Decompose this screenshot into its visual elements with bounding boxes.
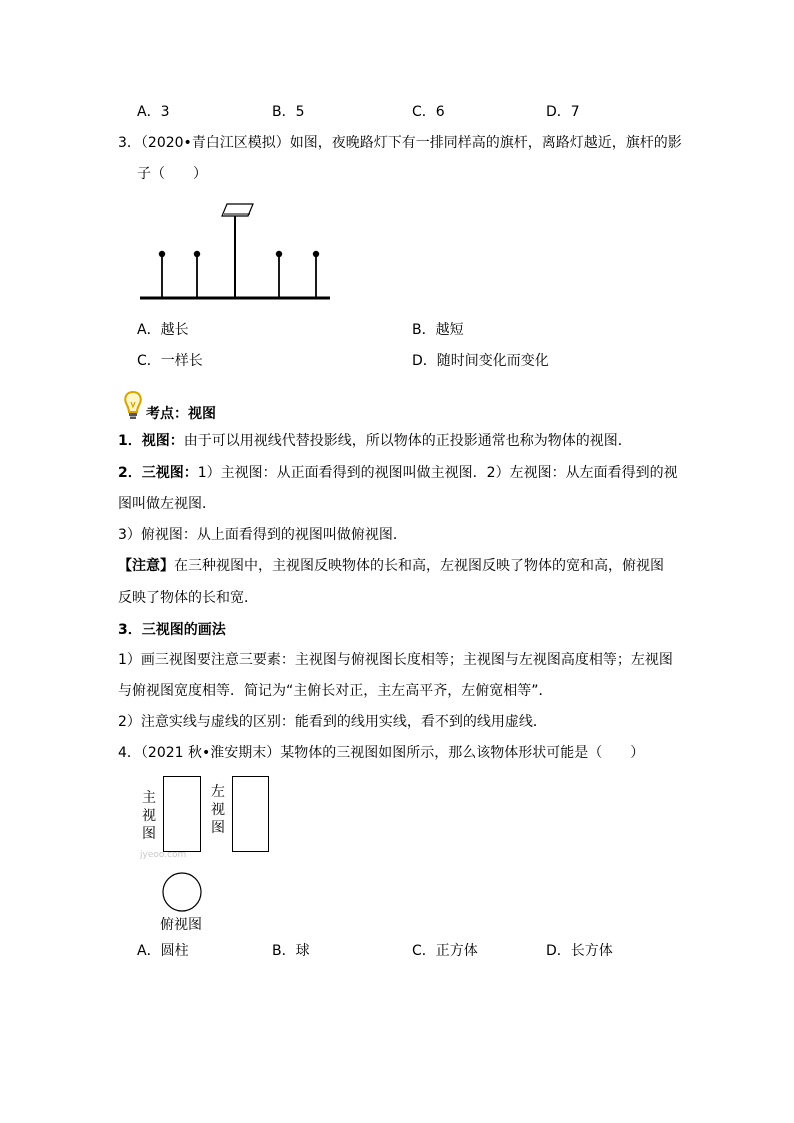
note-line2: 反映了物体的长和宽． [118,590,258,606]
q4-stem: 4．（2021 秋•淮安期末）某物体的三视图如图所示，那么该物体形状可能是（ ） [118,745,645,761]
p2-label: 2．三视图： [118,465,198,481]
front-view-label-2: 视 [142,808,156,824]
q3-option-b: B．越短 [412,322,464,338]
lightbulb-icon [122,390,144,422]
r1-line1: 1）画三视图要注意三要素：主视图与俯视图长度相等；主视图与左视图高度相等；左视图 [118,652,673,668]
q3-option-c: C．一样长 [137,353,203,369]
top-view-circle [161,871,203,913]
q4-option-a: A．圆柱 [137,943,189,959]
h3-heading: 3．三视图的画法 [118,622,226,638]
q4-option-c: C．正方体 [412,943,478,959]
front-view-rectangle [163,776,201,852]
q3-option-d: D．随时间变化而变化 [412,353,549,369]
q2-option-c: C．6 [412,104,445,120]
q3-stem-line1: 3．（2020•青白江区模拟）如图，夜晚路灯下有一排同样高的旗杆，离路灯越近，旗杆的影 [118,135,682,151]
r2: 2）注意实线与虚线的区别：能看到的线用实线，看不到的线用虚线． [118,714,547,730]
left-view-label-1: 左 [211,784,225,800]
front-view-label-1: 主 [142,790,156,806]
q4-option-d: D．长方体 [546,943,613,959]
q4-option-b: B．球 [272,943,310,959]
watermark: jyeoo.com [140,850,187,860]
p2-text: 1）主视图：从正面看得到的视图叫做主视图．2）左视图：从左面看得到的视 [197,465,678,481]
street-lamp-figure [138,199,332,303]
p2-line2: 图叫做左视图． [118,496,216,512]
q2-option-a: A．3 [137,104,170,120]
top-view-label: 俯视图 [160,917,202,933]
left-view-rectangle [232,776,269,852]
note-text: 在三种视图中，主视图反映物体的长和高，左视图反映了物体的宽和高，俯视图 [174,558,664,574]
r1-line2: 与俯视图宽度相等．简记为“主俯长对正，主左高平齐，左俯宽相等”． [118,683,553,699]
kaodian-title: 考点：视图 [146,406,216,422]
left-view-label-3: 图 [211,820,225,836]
front-view-label-3: 图 [142,826,156,842]
q3-option-a: A．越长 [137,322,189,338]
left-view-label-2: 视 [211,802,225,818]
q2-option-b: B．5 [272,104,305,120]
p3: 3）俯视图：从上面看得到的视图叫做俯视图． [118,527,407,543]
p1-text: 由于可以用视线代替投影线，所以物体的正投影通常也称为物体的视图． [183,433,632,449]
q2-option-d: D．7 [546,104,580,120]
note-label: 【注意】 [118,558,174,574]
q3-stem-line2: 子（ ） [137,166,207,182]
p1-label: 1．视图： [118,433,184,449]
